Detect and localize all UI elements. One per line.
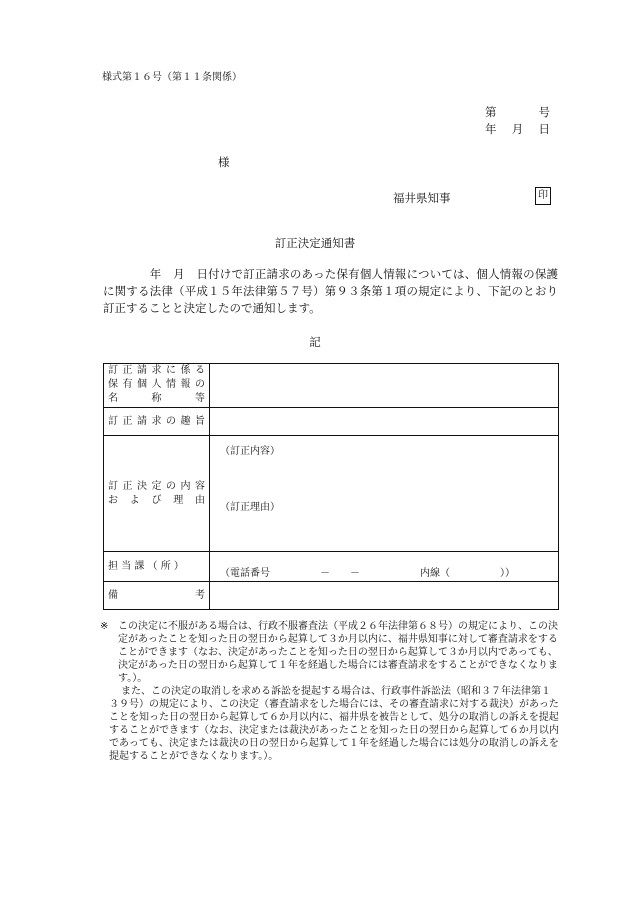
notice-body: 年 月 日付けで訂正請求のあった保有個人情報については、個人情報の保護に関する法律（平成１５年法律第５７号）第９３条第１項の規定により、下記のとおり訂正することと決定したので通知します。 [103,267,558,315]
label-cell-information-name [104,364,210,408]
date-day: 日 [538,122,550,136]
table-row [104,582,559,610]
label-line: 備 考 [108,589,205,601]
doc-number-prefix: 第 [485,105,497,119]
document-title: 訂正決定通知書 [274,236,356,250]
date-month: 月 [511,122,524,136]
seal-icon: 印 [535,187,551,205]
correction-reason-caption: （訂正理由） [220,502,280,513]
content-cell-department[interactable] [210,552,559,582]
label-line: 訂正決定の内容 [108,480,205,492]
content-cell-decision-content[interactable] [210,436,559,552]
note-paragraph-lawsuit: また、この決定の取消しを求める訴訟を提起する場合は、行政事件訴訟法（昭和３７年法律第１３９号）の規定により、この決定（審査請求をした場合には、その審査請求に対する裁決）があったことを知った日の翌日から起算して６か月以内に、福井県を被告として、処分の取消しの訴えを提起することができます（なお、決定または裁決があったことを知った日の翌日から起算して６か月以内であっても、決定または裁決の日の翌日から起算して１年を経過した場合には処分の取消しの訴えを提起することができなくなります。）。 [109,686,559,762]
table-row [104,436,559,552]
document-number-and-date [485,104,550,138]
note-paragraph-appeal: この決定に不服がある場合は、行政不服審査法（平成２６年法律第６８号）の規定により、この決定があったことを知った日の翌日から起算して３か月以内に、福井県知事に対して審査請求をすることができます（なお、決定があったことを知った日の翌日から起算して３か月以内であっても、決定があった日の翌日から起算して１年を経過した場合には審査請求をすることができなくなります。）。 [118,621,558,684]
date-line [485,121,550,138]
label-line: 担 当 課 （ 所 ） [108,560,184,572]
form-number: 様式第１６号（第１１条関係） [102,72,242,83]
date-year: 年 [485,122,497,136]
label-line: 保有個人情報の [108,379,205,390]
label-line: 名 称 等 [108,393,205,404]
label-cell-decision-content [104,436,210,552]
label-cell-remarks [104,582,210,610]
phone-number-line: （電話番号 － － 内線（ ）） [220,568,515,579]
table-row [104,408,559,436]
note-mark: ※ [100,621,109,632]
decision-table [103,363,559,610]
label-line: 訂正請求に係る [108,365,205,376]
document-number-line [485,104,550,121]
doc-number-suffix: 号 [538,105,550,119]
content-cell-remarks[interactable] [210,582,559,610]
notes [100,620,559,763]
table-row [104,364,559,408]
ki-heading: 記 [309,335,321,349]
issuer: 福井県知事 [393,191,451,205]
label-cell-department [104,552,210,582]
label-line: および理由 [108,494,205,506]
table-row [104,552,559,582]
correction-content-caption: （訂正内容） [220,446,280,457]
addressee: 様 [218,155,230,169]
label-cell-request-purpose [104,408,210,436]
label-line: 訂正請求の趣旨 [108,415,205,427]
content-cell-request-purpose[interactable] [210,408,559,436]
content-cell-information-name[interactable] [210,364,559,408]
